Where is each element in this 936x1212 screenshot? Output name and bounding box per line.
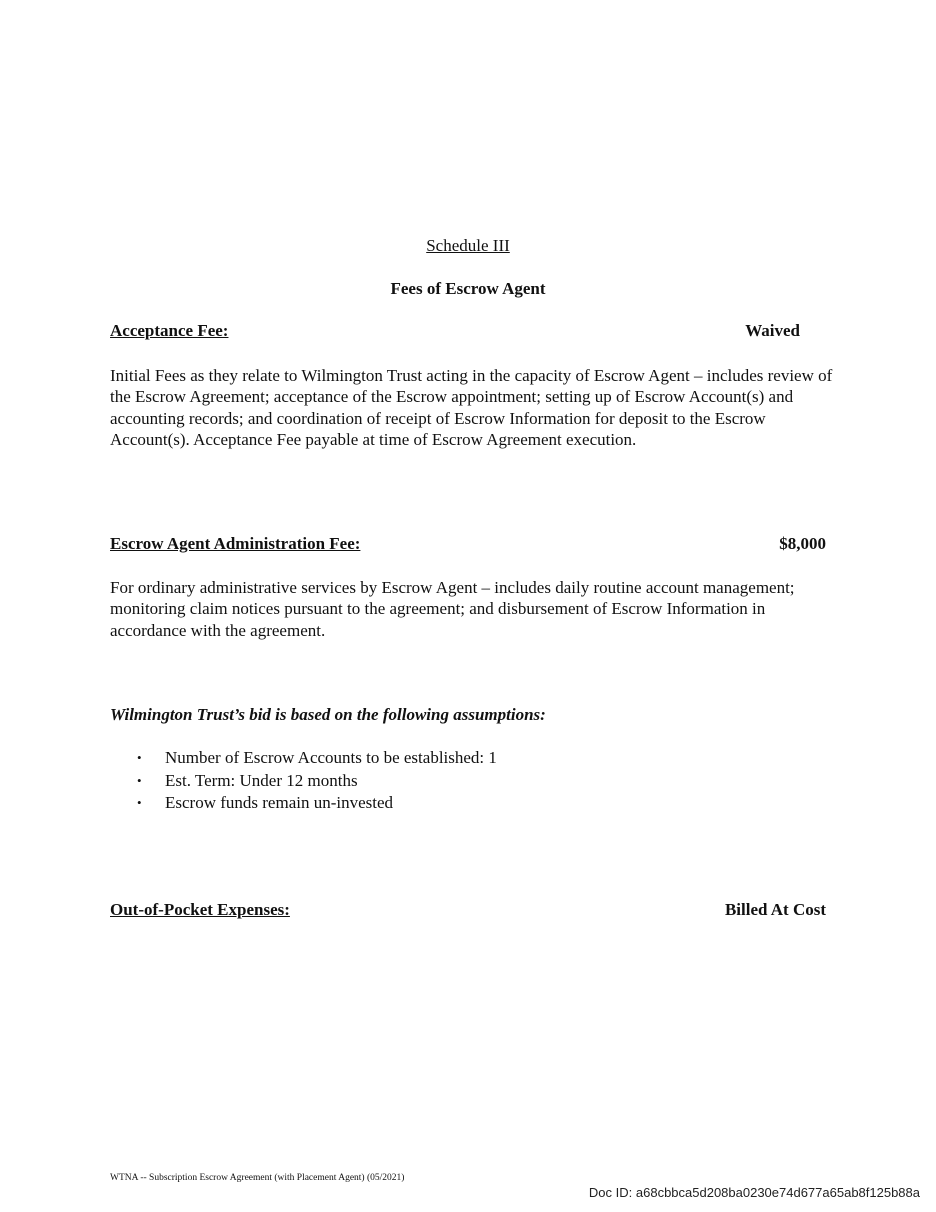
acceptance-fee-amount: Waived bbox=[745, 321, 800, 340]
schedule-title: Schedule III bbox=[426, 236, 510, 255]
out-of-pocket-label: Out-of-Pocket Expenses: bbox=[110, 900, 290, 919]
list-item-text: Escrow funds remain un-invested bbox=[165, 793, 394, 812]
acceptance-fee-label: Acceptance Fee: bbox=[110, 321, 229, 340]
administration-fee-label: Escrow Agent Administration Fee: bbox=[110, 534, 361, 553]
page-title: Fees of Escrow Agent bbox=[390, 279, 546, 298]
list-item bbox=[137, 770, 497, 793]
out-of-pocket-amount: Billed At Cost bbox=[724, 900, 826, 919]
administration-fee-description: For ordinary administrative services by Escrow Agent – includes daily routine account management; monitoring claim notices pursuant to the agreement; and disbursement of Escrow Information in accordance with the agreement. bbox=[110, 578, 795, 640]
list-item bbox=[137, 792, 497, 815]
acceptance-fee-description: Initial Fees as they relate to Wilmington Trust acting in the capacity of Escrow Agent – includes review of the Escrow Agreement; acceptance of the Escrow appointment; setting up of Escrow Account(s) and accounting records; and coordination of receipt of Escrow Information for deposit to the Escrow Account(s). Acceptance Fee payable at time of Escrow Agreement execution. bbox=[110, 366, 833, 449]
bullet-icon: • bbox=[137, 795, 142, 810]
footer-text: WTNA -- Subscription Escrow Agreement (with Placement Agent) (05/2021) bbox=[110, 1173, 405, 1183]
list-item-text: Est. Term: Under 12 months bbox=[165, 770, 358, 790]
administration-fee-amount: $8,000 bbox=[779, 534, 826, 553]
assumptions-list bbox=[137, 747, 497, 815]
doc-id: Doc ID: a68cbbca5d208ba0230e74d677a65ab8f125b88a bbox=[588, 1185, 920, 1200]
bullet-icon: • bbox=[137, 772, 142, 788]
list-item-text: Number of Escrow Accounts to be established: 1 bbox=[165, 748, 497, 767]
list-item bbox=[137, 747, 497, 770]
bullet-icon: • bbox=[137, 750, 142, 765]
assumptions-heading: Wilmington Trust’s bid is based on the following assumptions: bbox=[110, 705, 546, 724]
